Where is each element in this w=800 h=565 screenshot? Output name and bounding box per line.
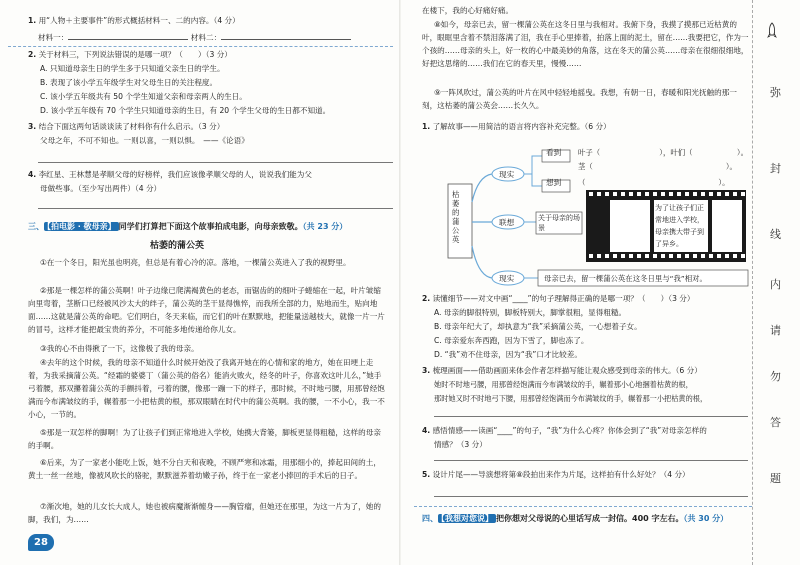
leaf-fill[interactable]: 叶子（ ），叶们（ ）。 [578,148,748,157]
film-sprocket-hole [677,254,681,258]
paragraph-8: ⑧如今，母亲已去，留一棵蒲公英在这冬日里与我相对。我俯下身，我摸了摸那已近枯黄的叶，眼眶里含着不禁泪落满了泪，我在手心里捧着，拍落上面的泥土，留在……我要把它，作为一个孩的……母亲的头上，好一枚的心中最美妙的角落，这在冬天的蒲公英……母亲在很细很细地，好把这思绪的……我们在它的春天里，慢慢…… [422,20,749,68]
question-4: 4. 李红星、王林慧是孝顺父母的好榜样，我们应该像孝顺父母的人，说说我们能为父 [28,170,312,179]
story-title: 枯萎的蒲公英 [150,241,205,251]
film-frame [712,200,742,252]
film-frame [610,200,650,252]
see-label: 看到 [546,148,562,157]
story-continued-line: 在楼下，我的心好痛好痛。 [422,6,514,15]
divider [414,506,752,507]
film-sprocket-hole [629,192,633,196]
film-text: 为了让孩子们正常地进入学校，母亲携大带子到了异乡。 [655,204,704,248]
page-number: 28 [28,534,54,551]
paragraph-6: ⑥后来，为了一家老小能吃上饭，她不分白天和夜晚，不顾严寒和冰霜，用那细小的，捧起田间的土，黄土一丝一丝地，像被风吹长的骆驼，默默滋养着幼嫩子孙，终于在一家老小捧回的手术后的日子。 [28,458,381,480]
right-question-1: 1. 了解故事——用简洁的语言将内容补充完整。（6 分） [422,122,611,131]
film-sprocket-hole [653,192,657,196]
r-option-b: B. 母亲年纪大了，却执意为“我”采摘蒲公英，一心想着子女。 [434,322,642,331]
paragraph-4: ④去年的这个时候，我的母亲不知道什么时候开始没了我离开她在的心情和家的地方，她在田埂上走着，为我采摘蒲公英。“经霜的婆婆丁（蒲公英的俗名）能消火败火，经冬的叶子，你喜欢这叶儿么，”她手弓着腰，那双攥着蒲公英的手颤抖着，弓着的腰，像那一蹦一下的样子，那时候，不时地弓腰，用那曾经饱满而今布满皱纹的手，辗着那一小把枯黄的根，那双眼睛在时代中的蒲公英啊。我的腰，一不小心，我一不小心，一节的。 [28,358,385,419]
film-sprocket-hole [701,192,705,196]
margin-char: 请 [770,324,781,337]
film-sprocket-hole [661,254,665,258]
margin-char: 答 [770,416,781,429]
r-option-c: C. 母亲爱东奔西跑，因为下雪了，脚也冻了。 [434,336,589,345]
right-question-3: 3. 梳理画面——借助画面来体会作者怎样描写能让观众感受到母亲的伟大。（6 分） [422,366,702,375]
film-sprocket-hole [709,254,713,258]
film-sprocket-hole [605,192,609,196]
paragraph-1: ①在一个冬日，阳光虽也明亮，但总是有着心冷的凉。落地，一棵蒲公英进入了我的视野里。 [40,258,351,267]
rocket-icon [766,22,778,40]
film-sprocket-hole [597,192,601,196]
q3-passage: 她时不时地弓腰，用那曾经饱满而今布满皱纹的手，辗着那小心地捆着枯黄的根， [434,380,693,389]
paragraph-7: ⑦渐次地，她的儿女长大成人，她也被病魔渐渐缠身——胸管瘤，但她还在那里，为这一片为了，她的脚，我们，为…… [28,502,381,524]
margin-char: 封 [770,162,781,175]
film-sprocket-hole [637,192,641,196]
film-sprocket-hole [589,254,593,258]
question-1: 1. 用“人物＋主要事件”的形式概括材料一、二的内容。（4 分） [28,16,240,25]
question-2: 2. 关于材料三，下列说法错误的是哪一项？（ ）（3 分） [28,50,232,59]
film-sprocket-hole [677,192,681,196]
material-1-answer: 材料一： 材料二： [38,30,351,44]
paragraph-2: ②那是一棵怎样的蒲公英啊！叶子边缘已爬满褐黄色的老态，而锯齿的的细叶子蜷缩在一起，叶片皱缩向里弯着，茎断口已经被风沙太大的绊子，蒲公英的茎干显得憔悴，而我所全部的力，贴地而生，贴向地面……这就是蒲公英的命吧。它们明白，冬天来临，而它们的叶在默默地，把能量送越枝大，就像一片一片的冒号，这样才能把最宝贵的养分，不可能多地传递给你儿女。 [28,286,385,334]
question-3: 3. 结合下面这两句话谈谈读了材料你有什么启示。（3 分） [28,122,225,131]
film-sprocket-hole [629,254,633,258]
paragraph-9: ⑨一阵风吹过，蒲公英的叶片在风中轻轻地摇曳。我想，有朝一日，春暖和阳光抚触的那一刻，这枯萎的蒲公英会……长久久。 [422,88,737,110]
film-sprocket-hole [589,192,593,196]
film-sprocket-hole [709,192,713,196]
final-text: 母亲已去，留一棵蒲公英在这冬日里与“我”相对。 [544,274,707,283]
question-4-cont: 母做些事。（至少写出两件）（4 分） [40,184,162,193]
margin-char: 内 [770,278,781,291]
right-question-4: 4. 感悟情感——读画“____”的句子，“我”为什么心疼？你体会到了“我”对母亲怎样的 [422,426,707,435]
option-c: C. 该小学五年级共有 50 个学生知道父亲和母亲两人的生日。 [40,92,247,101]
option-d: D. 该小学五年级有 70 个学生只知道母亲的生日，有 20 个学生父母的生日都不知道。 [40,106,331,115]
film-sprocket-hole [621,192,625,196]
film-sprocket-hole [669,192,673,196]
film-sprocket-hole [613,192,617,196]
think-fill[interactable]: （ ）。 [578,178,730,187]
right-question-2: 2. 读懂细节——对文中画“____”的句子理解得正确的是哪一项？（ ）（3 分） [422,294,695,303]
reality-label: 现实 [499,170,515,179]
paragraph-3: ③我的心不由得揪了一下，这像极了我的母亲。 [40,344,199,353]
branch-line [472,174,492,202]
film-sprocket-hole [725,254,729,258]
film-sprocket-hole [645,254,649,258]
association-label: 联想 [499,218,515,227]
film-sprocket-hole [733,254,737,258]
film-sprocket-hole [621,254,625,258]
film-sprocket-hole [725,192,729,196]
film-sprocket-hole [685,192,689,196]
film-sprocket-hole [613,254,617,258]
answer-line[interactable] [434,496,748,497]
film-sprocket-hole [597,254,601,258]
option-b: B. 表现了该小学五年级学生对父母生日的关注程度。 [40,78,218,87]
r-option-a: A. 母亲的脚很特别，脚板特别大，脚掌很粗，显得粗糙。 [434,308,627,317]
answer-blank[interactable] [221,30,351,40]
quote: 父母之年，不可不知也。一则以喜，一则以惧。 ——《论语》 [40,136,249,145]
answer-line[interactable] [434,460,748,461]
film-sprocket-hole [637,254,641,258]
q3-passage-2: 那时她又时不时地弓下腰，用那曾经饱满而今布满皱纹的手，辗着那一小把枯黄的根， [434,394,708,403]
section-3-heading: 三、 【拍电影 · 敬母亲】 同学们打算把下面这个故事拍成电影，向母亲致敬。（共 23 分） [28,222,348,231]
r-option-d: D. “我”劝不住母亲，因为“我”口才比较差。 [434,350,582,359]
film-sprocket-hole [693,254,697,258]
answer-blank[interactable] [68,30,188,40]
margin-char: 弥 [770,86,781,99]
film-sprocket-hole [733,192,737,196]
center-label: 枯萎的蒲公英 [452,190,460,244]
option-a: A. 只知道母亲生日的学生多于只知道父亲生日的学生。 [40,64,225,73]
right-question-4-cont: 情感？（3 分） [434,440,487,449]
film-sprocket-hole [701,254,705,258]
film-sprocket-hole [717,192,721,196]
right-column [400,0,750,565]
answer-line[interactable] [434,416,748,417]
film-sprocket-hole [717,254,721,258]
film-sprocket-hole [741,192,745,196]
film-sprocket-hole [669,254,673,258]
paragraph-5: ⑤那是一双怎样的脚啊！为了让孩子们到正常地进入学校，她携大背篓，脚板更显得粗糙，这样的母亲的手啊。 [28,428,381,450]
section-4-heading: 四、 【我想对您说】 把你想对父母说的心里话写成一封信。400 字左右。（共 30 分） [422,514,729,523]
answer-line[interactable] [38,208,393,209]
film-sprocket-hole [645,192,649,196]
reality-label-2: 现实 [499,274,515,283]
film-sprocket-hole [653,254,657,258]
divider [8,46,393,47]
branch-line [524,156,542,186]
margin-char: 题 [770,472,781,485]
right-question-5: 5. 设计片尾——导演想将第⑧段拍出来作为片尾，这样拍有什么好处？（4 分） [422,470,690,479]
film-sprocket-hole [605,254,609,258]
film-sprocket-hole [741,254,745,258]
stem-fill[interactable]: 茎（ ）。 [578,162,737,171]
think-label: 想到 [546,178,562,187]
margin-char: 勿 [770,370,781,383]
branch-line [472,246,492,278]
film-sprocket-hole [693,192,697,196]
mother-scene-label: 关于母亲的场景 [538,214,580,232]
film-sprocket-hole [685,254,689,258]
margin-char: 线 [770,228,781,241]
answer-line[interactable] [38,162,393,163]
film-sprocket-hole [661,192,665,196]
